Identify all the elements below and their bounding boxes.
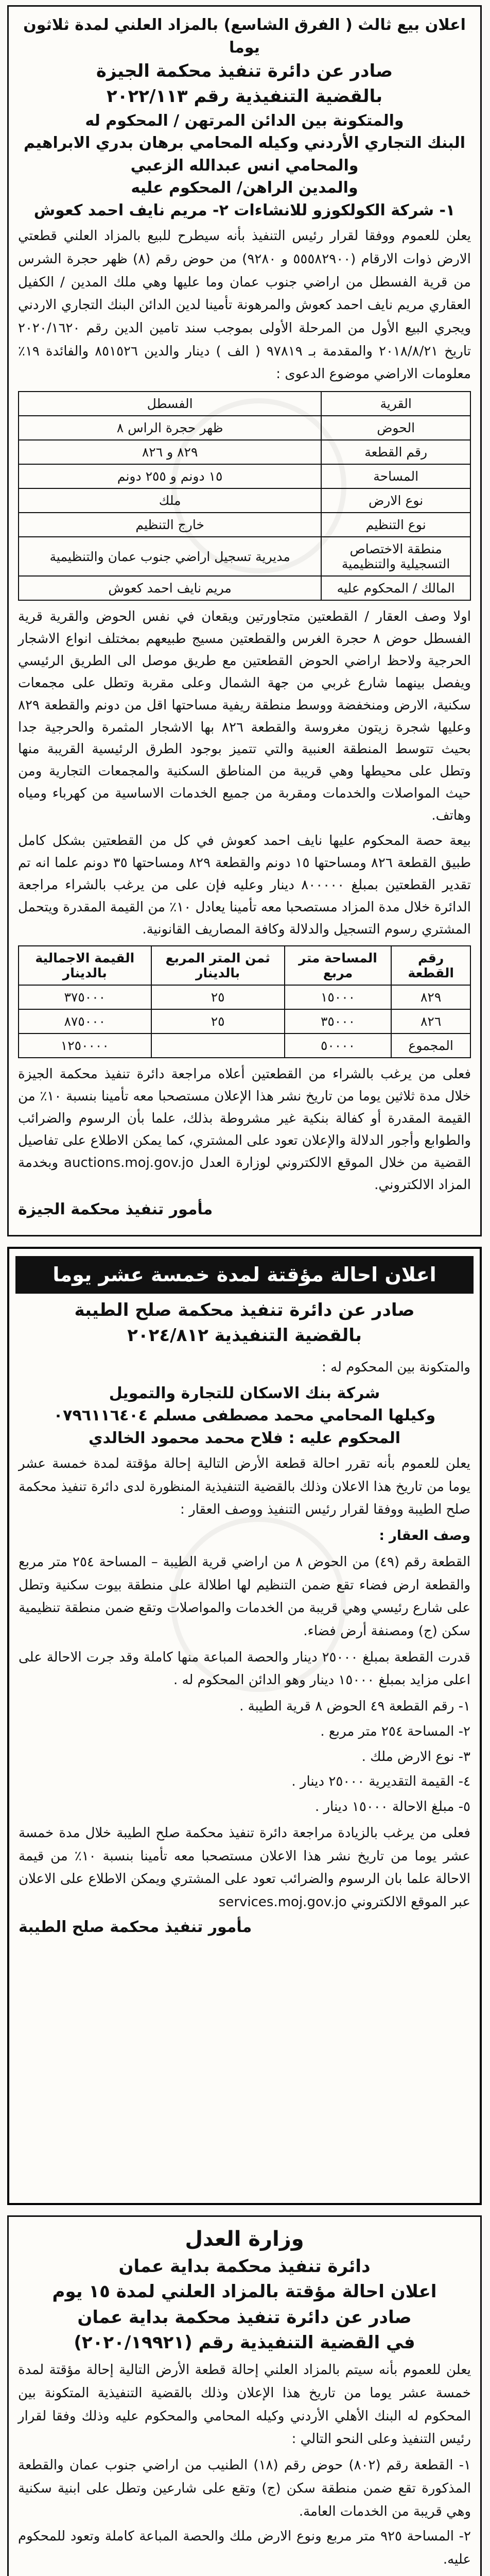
property-description: القطعة رقم (٤٩) من الحوض ٨ من اراضي قرية الطيبة – المساحة ٢٥٤ متر مربع والقطعة ارض فضاء تقع ضمن التنظيم لها اطلالة على منطقة بيوت سكنية وتطل على شارع رئيسي وهي قريبة من الخدمات والمواصلات وتقع ضمن منطقة تنظيمية سكن (ج) ومصنفة أرض فضاء. bbox=[19, 1554, 471, 1639]
header-line: صادر عن دائرة تنفيذ محكمة الجيزة bbox=[96, 61, 393, 81]
header-line: والمدين الراهن/ المحكوم عليه bbox=[131, 179, 358, 197]
table-cell: منطقة الاختصاص التسجيلية والتنظيمية bbox=[321, 537, 470, 576]
signature: مأمور تنفيذ محكمة صلح الطيبة bbox=[19, 1918, 252, 1936]
list-item: ٤- القيمة التقديرية ٢٥٠٠٠ دينار . bbox=[291, 1774, 470, 1790]
table-row bbox=[19, 416, 470, 440]
notice-closing: فعلى من يرغب بالشراء من القطعتين أعلاه مراجعة دائرة تنفيذ محكمة الجيزة خلال مدة ثلاثين يوما من تاريخ نشر هذا الإعلان مستصحبا معه تأمينا بنسبة ١٠٪ من القيمة المقدرة أو كفالة بنكية غير مشروطة بذلك، علما بأن الرسوم والضرائب والطوابع وأجور الدلالة والإعلان تعود على المشتري، كما يمكن الاطلاع على تفاصيل القضية من خلال الموقع الالكتروني لوزارة العدل auctions.moj.gov.jo وبخدمة المزاد الالكتروني. bbox=[18, 1066, 471, 1193]
list-item: ٢- المساحة ٩٢٥ متر مربع ونوع الارض ملك والحصة المباعة كاملة وتعود للمحكوم عليه. bbox=[18, 2529, 471, 2567]
section-title: وصف العقار : bbox=[379, 1528, 470, 1544]
header-line: بالقضية التنفيذية ٢٠٢٤/٨١٢ bbox=[127, 1325, 362, 1346]
table-cell: الفسطل bbox=[19, 392, 321, 416]
list-item: ١- القطعة رقم (٨٠٢) حوض رقم (١٨) الطنيب من اراضي جنوب عمان والقطعة المذكورة تقع ضمن منطقة سكن (ج) وتقع على شارعين وتطل على ابنية سكنية وهي قريبة من الخدمات العامة. bbox=[18, 2458, 471, 2519]
column-header: رقم القطعة bbox=[391, 946, 470, 985]
header-line: وزارة العدل bbox=[185, 2227, 304, 2251]
header-line: البنك التجاري الأردني وكيله المحامي برهان بدري الابراهيم bbox=[23, 134, 466, 152]
table-row bbox=[19, 513, 470, 537]
table-row bbox=[19, 464, 470, 488]
table-cell: مديرية تسجيل اراضي جنوب عمان والتنظيمية bbox=[19, 537, 321, 576]
notice-closing: فعلى من يرغب بالزيادة مراجعة دائرة تنفيذ محكمة صلح الطيبة خلال مدة خمسة عشر يوما من تاريخ نشر هذا الاعلان مستصحبا معه تأمينا بنسبة ١٠٪ من قيمة الاحالة علما بان الرسوم والضرائب تعود على المشتري ويمكن الاطلاع على الاعلان عبر الموقع الالكتروني services.moj.gov.jo bbox=[19, 1825, 470, 1910]
column-header: المساحة متر مربع bbox=[285, 946, 392, 985]
valuation-text: قدرت القطعة بمبلغ ٢٥٠٠٠ دينار والحصة المباعة منها كاملة وقد جرت الاحالة على اعلى مزايد بمبلغ ١٥٠٠٠ دينار وهو الدائن المحكوم له . bbox=[19, 1649, 470, 1688]
parties-label: والمتكونة بين المحكوم له : bbox=[322, 1359, 470, 1375]
auction-notice-amman bbox=[7, 2215, 482, 2576]
debtor-name: المحكوم عليه : فلاح محمد محمود الخالدي bbox=[88, 1429, 401, 1447]
auction-notice-tayba bbox=[7, 1247, 482, 2205]
notice-intro: يعلن للعموم ووفقا لقرار رئيس التنفيذ بأنه سيطرح للبيع بالمزاد العلني قطعتي الارض ذوات الارقام (٥٥٥٨٢٩٠٠ و ٩٢٨٠) من حوض رقم (٨) ظهر حجرة الشرس من قرية الفسطل من اراضي جنوب عمان وما عليها وهي ملك المدين / الكفيل العقاري مريم نايف احمد كعوش والمرهونة تأمينا لدين الدائن البنك التجاري الاردني ويجري البيع الأول من المرحلة الأولى بموجب سند تامين الدين رقم ٢٠٢٠/١٦٢٠ تاريخ ٢٠١٨/٨/٢١ والمقدمة بـ ٩٧٨١٩ ( الف ) دينار والدين ٨٥١٥٢٦ والفائدة ١٩٪ معلومات الاراضي موضوع الدعوى : bbox=[18, 228, 471, 382]
table-cell: ٨٢٩ و ٨٢٦ bbox=[19, 440, 321, 464]
header-line: دائرة تنفيذ محكمة بداية عمان bbox=[118, 2256, 371, 2277]
table-row bbox=[19, 985, 470, 1009]
header-line: والمحامي انس عبدالله الزعبي bbox=[130, 156, 359, 175]
notice-items-list bbox=[18, 2454, 471, 2576]
table-cell: ١٢٥٠٠٠٠ bbox=[19, 1033, 151, 1058]
header-line: صادر عن دائرة تنفيذ محكمة بداية عمان bbox=[77, 2307, 412, 2328]
table-cell: ١٥٠٠٠ bbox=[285, 985, 392, 1009]
column-header: القيمة الاجمالية بالدينار bbox=[19, 946, 151, 985]
auction-notice-giza bbox=[7, 5, 482, 1236]
table-row bbox=[19, 440, 470, 464]
header-line: صادر عن دائرة تنفيذ محكمة صلح الطيبة bbox=[74, 1300, 415, 1321]
table-cell: ٢٥ bbox=[151, 1009, 285, 1033]
table-cell: رقم القطعة bbox=[321, 440, 470, 464]
table-cell: ٨٢٦ bbox=[391, 1009, 470, 1033]
table-row bbox=[19, 392, 470, 416]
table-cell: المساحة bbox=[321, 464, 470, 488]
header-line: والمتكونة بين الدائن المرتهن / المحكوم له bbox=[85, 111, 404, 130]
table-cell: ملك bbox=[19, 488, 321, 513]
table-row bbox=[19, 1009, 470, 1033]
notice-banner: اعلان احالة مؤقتة لمدة خمسة عشر يوما bbox=[15, 1256, 474, 1294]
notice-header bbox=[19, 1256, 470, 1349]
table-cell: ٨٢٩ bbox=[391, 985, 470, 1009]
list-item: ٥- مبلغ الاحالة ١٥٠٠٠ دينار . bbox=[314, 1799, 470, 1815]
table-cell: نوع الارض bbox=[321, 488, 470, 513]
table-cell: ١٥ دونم و ٢٥٥ دونم bbox=[19, 464, 321, 488]
table-cell: الحوض bbox=[321, 416, 470, 440]
column-header: ثمن المتر المربع بالدينار bbox=[151, 946, 285, 985]
table-cell: القرية bbox=[321, 392, 470, 416]
valuation-table bbox=[18, 945, 471, 1058]
notice-header bbox=[18, 14, 471, 222]
land-info-table bbox=[18, 391, 471, 601]
header-line: بالقضية التنفيذية رقم ٢٠٢٢/١١٣ bbox=[106, 86, 383, 107]
signature: مأمور تنفيذ محكمة الجيزة bbox=[18, 1200, 213, 1218]
notice-intro: يعلن للعموم بأنه تقرر احالة قطعة الأرض التالية إحالة مؤقتة لمدة خمسة عشر يوما من تاريخ هذا الاعلان وذلك بالقضية التنفيذية المنظورة لدى دائرة تنفيذ محكمة صلح الطيبة ووفقا لقرار رئيس التنفيذ ووصف العقار : bbox=[19, 1456, 470, 1518]
table-header-row bbox=[19, 946, 470, 985]
header-line: اعلان بيع ثالث ( الفرق الشاسع) بالمزاد العلني لمدة ثلاثون يوما bbox=[23, 16, 466, 57]
list-item: ٣- نوع الارض ملك . bbox=[361, 1749, 470, 1765]
table-cell: ٥٠٠٠٠ bbox=[285, 1033, 392, 1058]
sale-notes: بيعة حصة المحكوم عليها نايف احمد كعوش في كل من القطعتين بشكل كامل طبيق القطعة ٨٢٦ ومساحتها ١٥ دونم والقطعة ٨٢٩ ومساحتها ٣٥ دونم علما انه تم تقدير القطعتين بمبلغ ٨٠٠٠٠٠ دينار وعليه فإن على من يرغب بالشراء مراجعة الدائرة خلال مدة المزاد مستصحبا معه تأمينا يعادل ١٠٪ من القيمة المقدرة ويتحمل المشتري رسوم التسجيل والدلالة وكافة المصاريف القانونية. bbox=[18, 833, 471, 937]
table-cell: ٣٥٠٠٠ bbox=[285, 1009, 392, 1033]
notice-header bbox=[18, 2224, 471, 2355]
header-line: اعلان احالة مؤقتة بالمزاد العلني لمدة ١٥ يوم bbox=[52, 2281, 437, 2302]
creditor-name: شركة بنك الاسكان للتجارة والتمويل bbox=[109, 1384, 380, 1402]
list-item: ١- رقم القطعة ٤٩ الحوض ٨ قرية الطيبة . bbox=[239, 1699, 470, 1715]
creditor-agent: وكيلها المحامي محمد مصطفى مسلم ٠٧٩٦١١٦٤٠٤ bbox=[53, 1406, 436, 1425]
list-item: ٢- المساحة ٢٥٤ متر مربع . bbox=[320, 1723, 470, 1739]
property-details-list bbox=[19, 1695, 470, 1819]
table-row bbox=[19, 537, 470, 576]
parties-block bbox=[19, 1382, 470, 1450]
table-cell: ظهر حجرة الراس ٨ bbox=[19, 416, 321, 440]
table-cell: ٣٧٥٠٠٠ bbox=[19, 985, 151, 1009]
table-row bbox=[19, 1033, 470, 1058]
list-item bbox=[18, 2573, 471, 2576]
table-cell: خارج التنظيم bbox=[19, 513, 321, 537]
table-cell: ٢٥ bbox=[151, 985, 285, 1009]
table-cell: ٨٧٥٠٠٠ bbox=[19, 1009, 151, 1033]
table-cell: نوع التنظيم bbox=[321, 513, 470, 537]
header-line: في القضية التنفيذية رقم (٢٠٢٠/١٩٩٢١) bbox=[74, 2332, 415, 2353]
table-cell bbox=[151, 1033, 285, 1058]
table-row bbox=[19, 576, 470, 600]
table-cell: المالك / المحكوم عليه bbox=[321, 576, 470, 600]
table-cell: المجموع bbox=[391, 1033, 470, 1058]
table-row bbox=[19, 488, 470, 513]
notice-intro: يعلن للعموم بأنه سيتم بالمزاد العلني إحالة قطعة الأرض التالية إحالة مؤقتة لمدة خمسة عشر يوما من تاريخ هذا الإعلان وذلك بالقضية التنفيذية المتكونة بين المحكوم له البنك الأهلي الأردني وكيله المحامي والمحكوم عليه وذلك وفقا لقرار رئيس التنفيذ وعلى النحو التالي : bbox=[18, 2362, 471, 2447]
header-line: ١- شركة الكولكوزو للانشاءات ٢- مريم نايف احمد كعوش bbox=[33, 201, 456, 219]
land-description: اولا وصف العقار / القطعتين متجاورتين ويقعان في نفس الحوض والقرية قرية الفسطل حوض ٨ حجرة الغرس والقطعتين مسيج طبيعهم بمختلف انواع الاشجار الحرجية ولاحظ اراضي الحوض القطعتين مع طريق موصل الى الطريق الرئيسي ويفصل بينهما شارع غربي من جهة الشمال وعلى مقربة وتطل على مجمعات سكنية، الارض ومنخفضة ووسط منطقة ريفية مساحتها اقل من دونم والقطعة ٨٢٩ وعليها شجرة زيتون مغروسة والقطعة ٨٢٦ بها الاشجار المثمرة والحرجية جدا بحيث تتوسط المنطقة العنبية والتي تتميز بوجود الطرق الرئيسية القريبة منها وتطل على محيطها وهي قريبة من المناطق السكنية والمجمعات التجارية ومن حيث المواصلات والخدمات ومقربة من جميع الخدمات الاساسية من كهرباء ومياه وهاتف. bbox=[18, 609, 471, 824]
table-cell: مريم نايف احمد كعوش bbox=[19, 576, 321, 600]
